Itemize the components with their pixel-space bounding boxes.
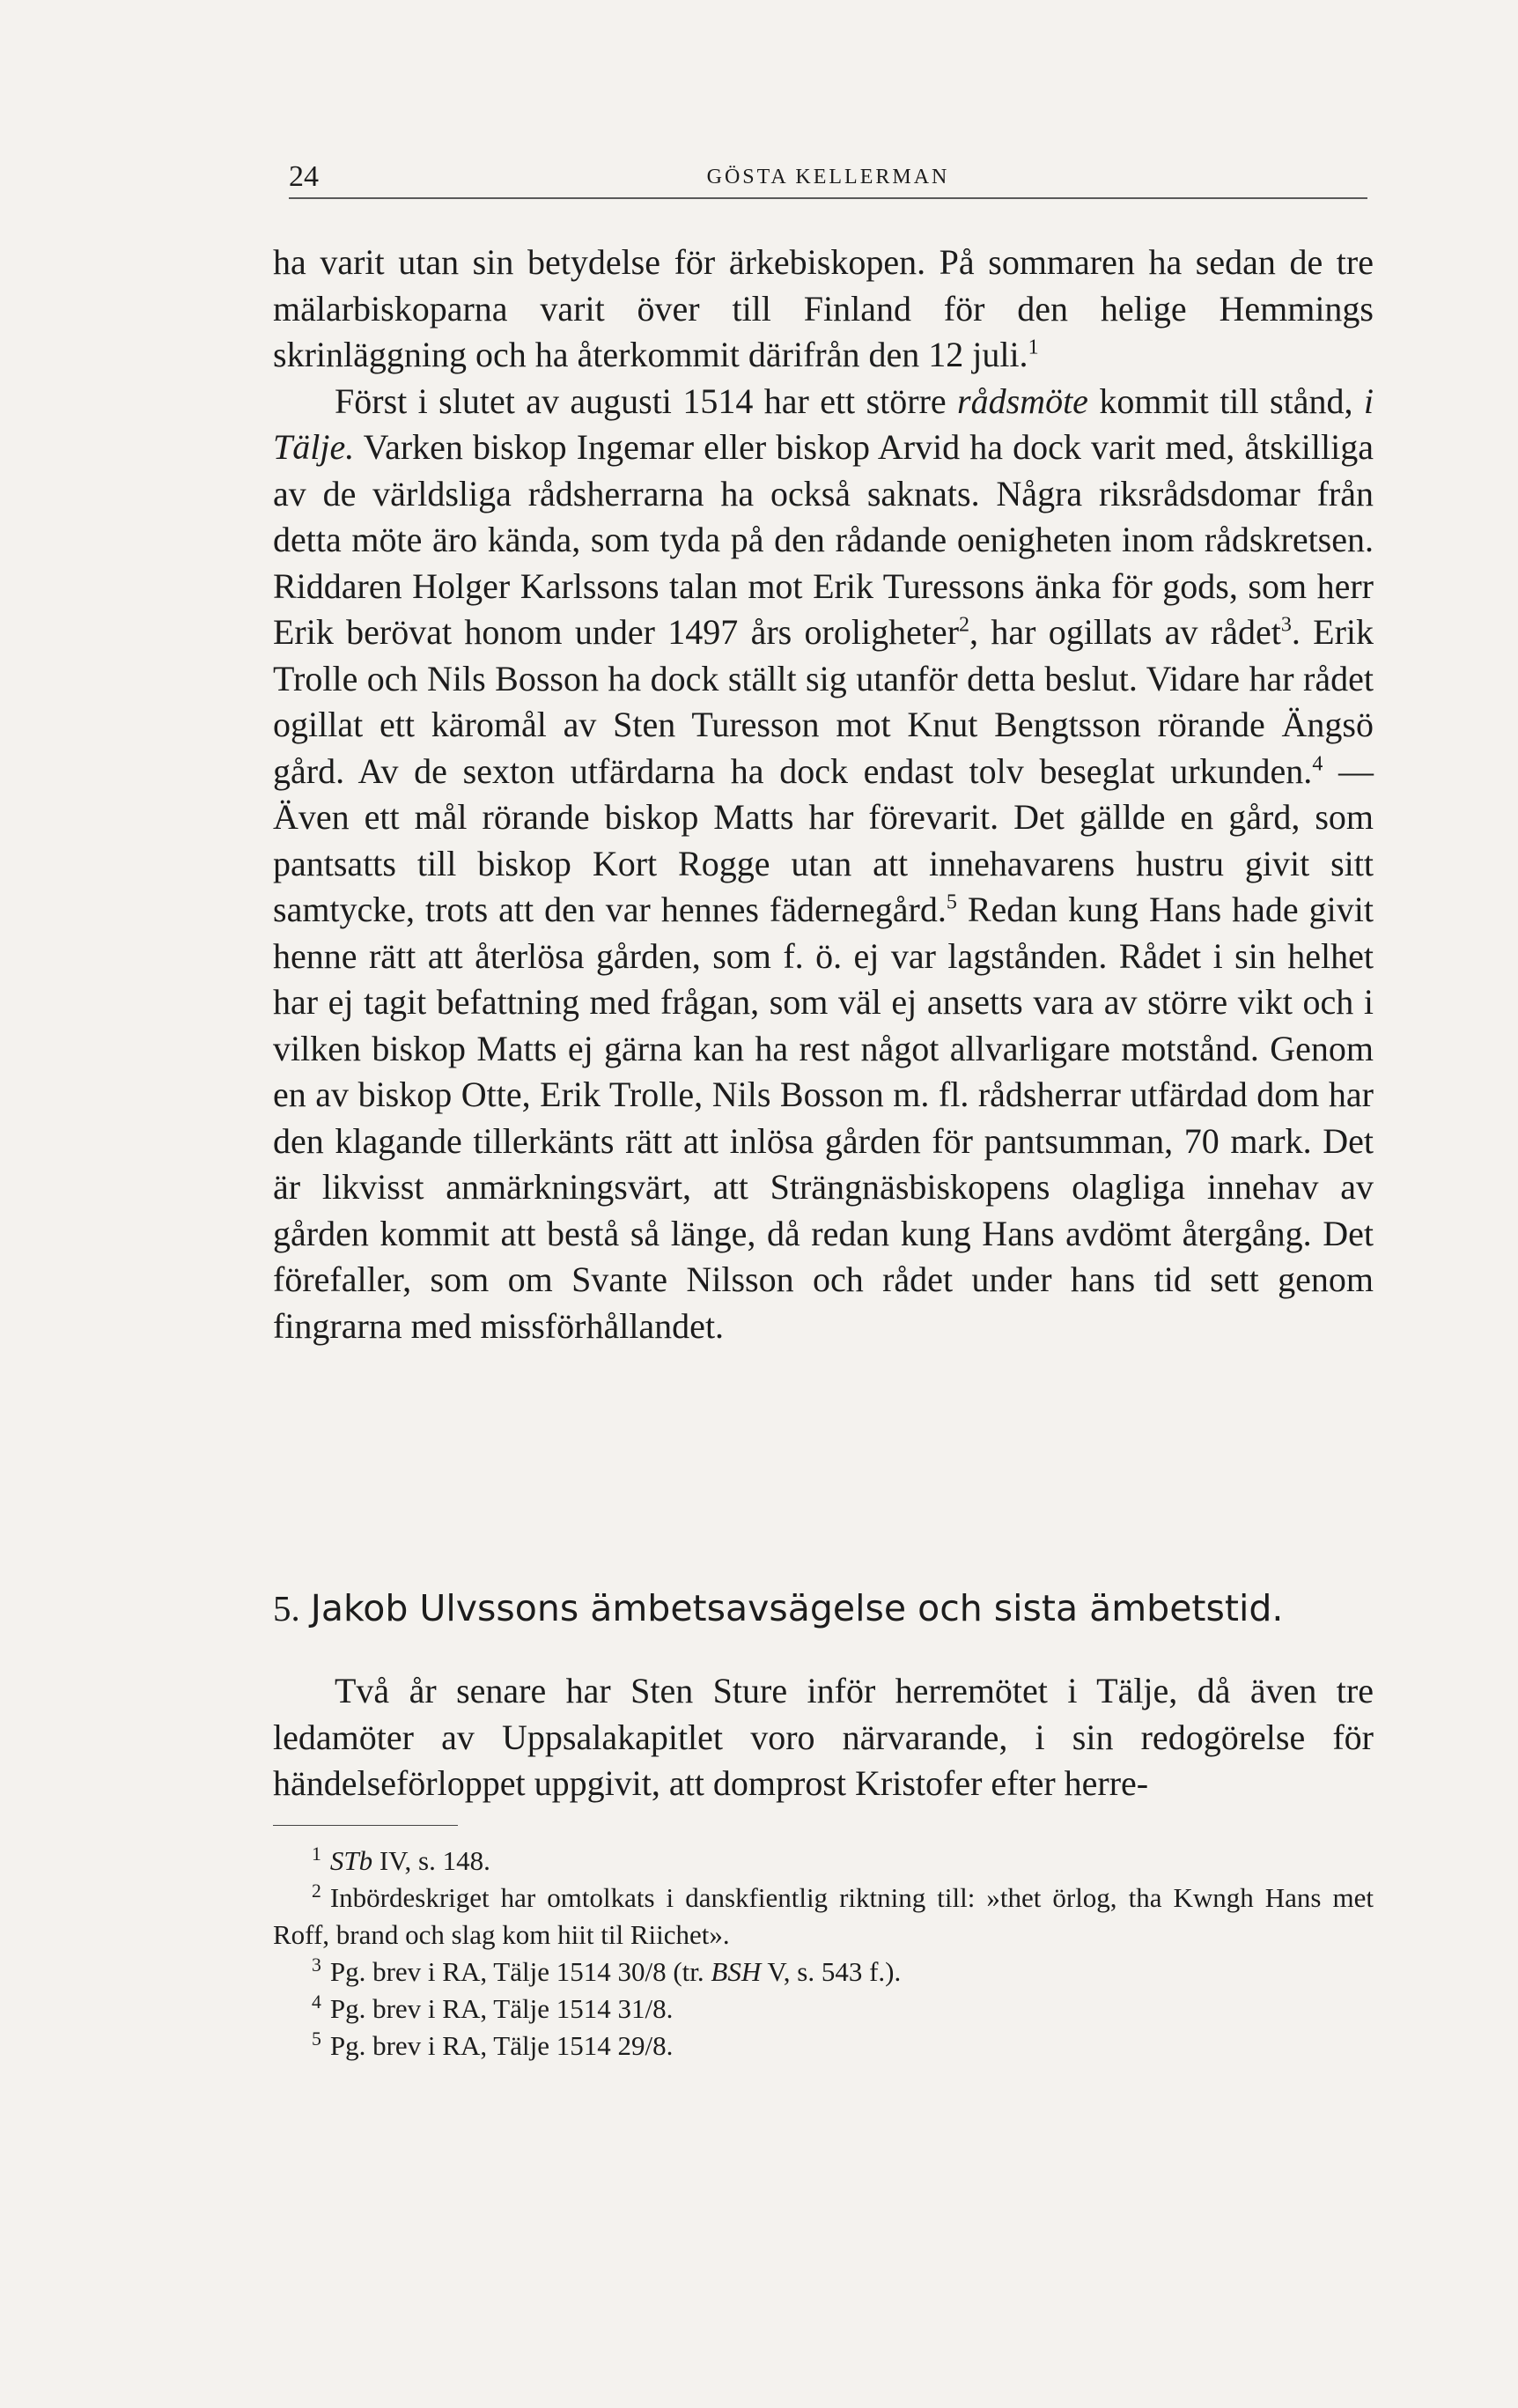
footnote-1-text: IV, s. 148. (372, 1845, 490, 1876)
running-title: GÖSTA KELLERMAN (706, 166, 950, 188)
footnote-2-text: Inbördeskriget har omtolkats i danskfientlig riktning till: »thet örlog, tha Kwngh Hans met Roff, brand och slag kom hiit til Riichet». (273, 1882, 1374, 1950)
body-text (273, 240, 1374, 1349)
section-heading (273, 1584, 1382, 1633)
footnote-1 (273, 1843, 1374, 1880)
emphasis-talje: i Tälje. (273, 380, 1374, 467)
footnote-ref-5: 5 (946, 890, 957, 914)
footnote-5-text: Pg. brev i RA, Tälje 1514 29/8. (329, 2030, 674, 2061)
footnote-ref-3: 3 (1280, 613, 1292, 637)
footnotes (273, 1818, 1374, 2065)
footnote-ref-4: 4 (1312, 752, 1323, 776)
paragraph-2-text-f: — Även ett mål rörande biskop Matts har förevarit. Det gällde en gård, som pantsatts till biskop Kort Rogge utan att innehavarens hustru givit sitt samtycke, trots att den var hennes fädernegård. (273, 750, 1374, 929)
paragraph-2-text-e: . Erik Trolle och Nils Bosson ha dock ställt sig utanför detta beslut. Vidare har rådet ogillat ett käromål av Sten Turesson mot Knut Bengtsson rörande Ängsö gård. Av de sexton utfärdarna ha dock endast tolv beseglat urkunden. (273, 612, 1374, 791)
footnote-mark: 3 (312, 1954, 321, 1976)
running-head (289, 157, 1367, 199)
footnote-4-text: Pg. brev i RA, Tälje 1514 31/8. (329, 1993, 674, 2024)
page-number: 24 (289, 160, 319, 193)
paragraph-2-text-c: Varken biskop Ingemar eller biskop Arvid ha dock varit med, åtskilliga av de världsliga rådsherrarna ha också saknats. Några riksrådsdomar från detta möte äro kända, som tyda på den rådande oenigheten inom rådskretsen. Riddaren Holger Karlssons talan mot Erik Turessons änka för gods, som herr Erik berövat honom under 1497 års oroligheter (273, 427, 1374, 652)
emphasis-radsmote: rådsmöte (957, 380, 1088, 421)
footnote-ref-1: 1 (1028, 336, 1039, 359)
section-paragraph: Två år senare har Sten Sture inför herremötet i Tälje, då även tre ledamöter av Uppsalakapitlet voro närvarande, i sin redogörelse för händelseförloppet uppgivit, att domprost Kristofer efter herre- (273, 1671, 1374, 1803)
footnote-3 (273, 1954, 1374, 1991)
footnote-3-text-b: V, s. 543 f.). (761, 1956, 902, 1987)
paragraph-1-text: ha varit utan sin betydelse för ärkebiskopen. På sommaren ha sedan de tre mälarbiskoparna varit över till Finland för den helige Hemmings skrinläggning och ha återkommit därifrån den 12 juli. (273, 242, 1374, 374)
footnote-1-abbrev: STb (329, 1845, 373, 1876)
footnote-3-abbrev: BSH (711, 1956, 762, 1987)
section-number: 5. (273, 1588, 300, 1629)
footnote-3-text-a: Pg. brev i RA, Tälje 1514 30/8 (tr. (329, 1956, 711, 1987)
paragraph-2-text-g: Redan kung Hans hade givit henne rätt att återlösa gården, som f. ö. ej var lagstånden. Rådet i sin helhet har ej tagit befattning med frågan, som väl ej ansetts vara av större vikt och i vilken biskop Matts ej gärna kan ha rest något allvarligare motstånd. Genom en av biskop Otte, Erik Trolle, Nils Bosson m. fl. rådsherrar utfärdad dom har den klagande tillerkänts rätt att inlösa gården för pantsumman, 70 mark. Det är likvisst anmärkningsvärt, att Strängnäsbiskopens olagliga innehav av gården kommit att bestå så länge, då redan kung Hans avdömt återgång. Det förefaller, som om Svante Nilsson och rådet under hans tid sett genom fingrarna med missförhållandet. (273, 890, 1374, 1346)
paragraph-2-text-b: kommit till stånd, (1087, 380, 1364, 421)
paragraph-1 (273, 240, 1374, 379)
footnote-4 (273, 1991, 1374, 2028)
footnote-mark: 2 (312, 1880, 321, 1902)
footnote-mark: 5 (312, 2028, 321, 2050)
footnote-5 (273, 2028, 1374, 2065)
paragraph-2-text-a: Först i slutet av augusti 1514 har ett större (335, 380, 958, 421)
paragraph-2-text-d: , har ogillats av rådet (969, 612, 1281, 652)
footnote-ref-2: 2 (959, 613, 970, 637)
footnote-2 (273, 1880, 1374, 1954)
section-title: Jakob Ulvssons ämbetsavsägelse och sista ämbetstid. (310, 1587, 1284, 1629)
footnote-mark: 1 (312, 1843, 321, 1865)
paragraph-2 (273, 379, 1374, 1350)
footnote-mark: 4 (312, 1991, 321, 2013)
